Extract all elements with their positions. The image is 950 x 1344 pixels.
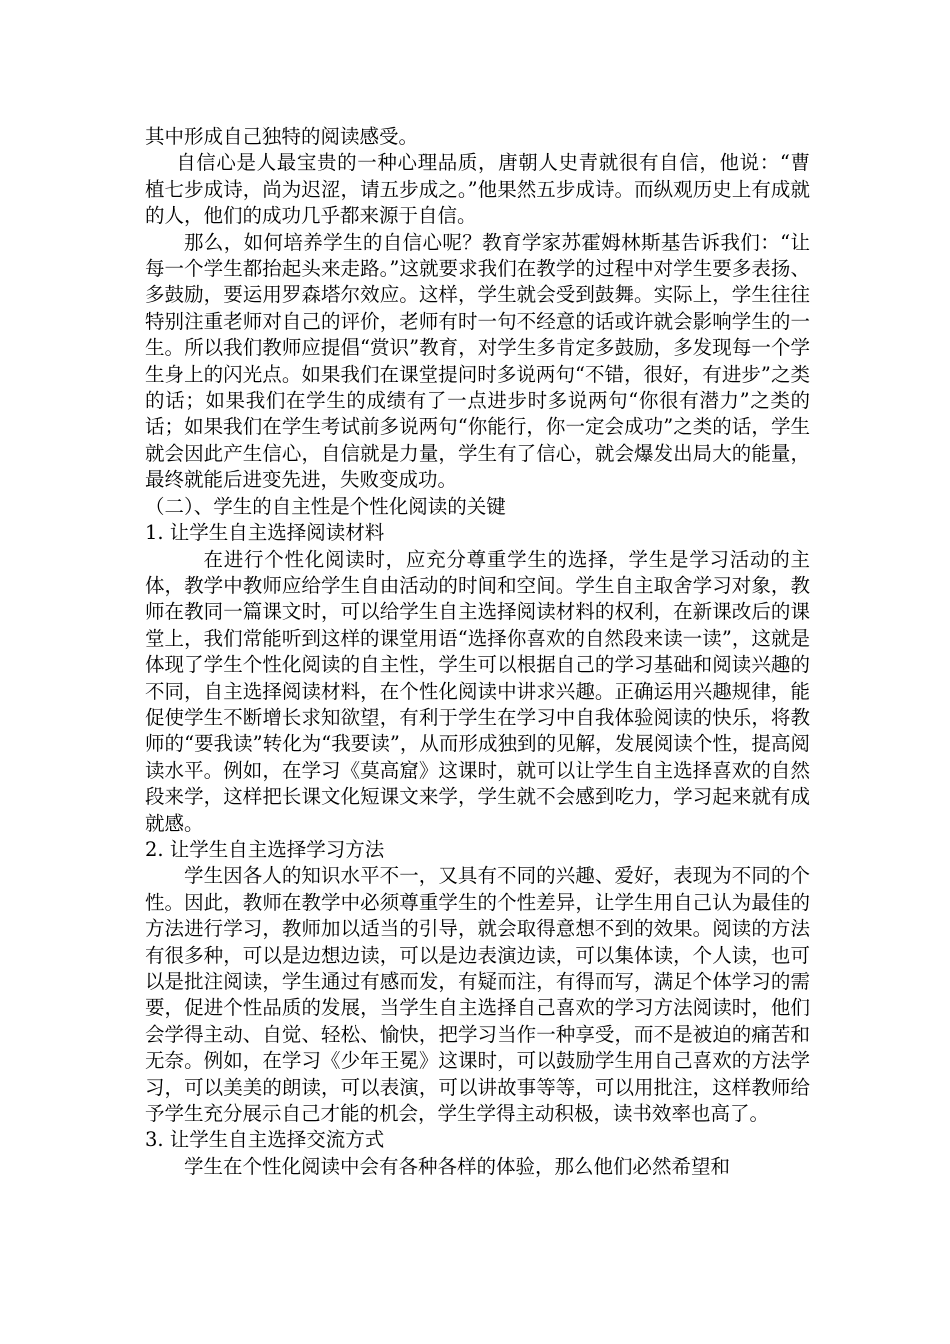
subheading-learning-method: 2. 让学生自主选择学习方法 (145, 837, 385, 861)
paragraph-continuation: 其中形成自己独特的阅读感受。 (145, 125, 419, 148)
paragraph-reading-material: 在进行个性化阅读时，应充分尊重学生的选择，学生是学习活动的主体，教学中教师应给学生自由活动的时间和空间。学生自主取舍学习对象，教师在教同一篇课文时，可以给学生自主选择阅读材料的权利，在新课改后的课堂上，我们常能听到这样的课堂用语“选择你喜欢的自然段来读一读”，这就是体现了学生个性化阅读的自主性，学生可以根据自己的学习基础和阅读兴趣的不同，自主选择阅读材料，在个性化阅读中讲求兴趣。正确运用兴趣规律，能促使学生不断增长求知欲望，有利于学生在学习中自我体验阅读的快乐，将教师的“要我读”转化为“我要读”，从而形成独到的见解，发展阅读个性，提高阅读水平。例如，在学习《莫高窟》这课时，就可以让学生自主选择喜欢的自然段来学，这样把长课文化短课文来学，学生就不会感到吃力，学习起来就有成就感。 (145, 547, 810, 835)
paragraph-cultivate-confidence: 那么，如何培养学生的自信心呢？教育学家苏霍姆林斯基告诉我们：“让每一个学生都抬起头来走路。”这就要求我们在教学的过程中对学生要多表扬、多鼓励，要运用罗森塔尔效应。这样，学生就会受到鼓舞。实际上，学生往往特别注重老师对自己的评价，老师有时一句不经意的话或许就会影响学生的一生。所以我们教师应提倡“赏识”教育，对学生多肯定多鼓励，多发现每一个学生身上的闪光点。如果我们在课堂提问时多说两句“不错，很好，有进步”之类的话；如果我们在学生的成绩有了一点进步时多说两句“你很有潜力”之类的话；如果我们在学生考试前多说两句“你能行，你一定会成功”之类的话，学生就会因此产生信心，自信就是力量，学生有了信心，就会爆发出局大的能量，最终就能后进变先进，失败变成功。 (145, 230, 810, 492)
document-page (145, 124, 810, 1180)
paragraph-confidence: 自信心是人最宝贵的一种心理品质，唐朝人史青就很有自信，他说：“曹植七步成诗，尚为迟涩，请五步成之。”他果然五步成诗。而纵观历史上有成就的人，他们的成功几乎都来源于自信。 (145, 151, 810, 228)
subheading-reading-material: 1. 让学生自主选择阅读材料 (145, 521, 385, 545)
paragraph-communication: 学生在个性化阅读中会有各种各样的体验，那么他们必然希望和 (184, 1154, 731, 1178)
paragraph-learning-method: 学生因各人的知识水平不一，又具有不同的兴趣、爱好，表现为不同的个性。因此，教师在教学中必须尊重学生的个性差异，让学生用自己认为最佳的方法进行学习，教师加以适当的引导，就会取得意想不到的效果。阅读的方法有很多种，可以是边想边读，可以是边表演边读，可以集体读，个人读，也可以是批注阅读，学生通过有感而发，有疑而注，有得而写，满足个体学习的需要，促进个性品质的发展，当学生自主选择自己喜欢的学习方法阅读时，他们会学得主动、自觉、轻松、愉快，把学习当作一种享受，而不是被迫的痛苦和无奈。例如，在学习《少年王冕》这课时，可以鼓励学生用自己喜欢的方法学习，可以美美的朗读，可以表演，可以讲故事等等，可以用批注，这样教师给予学生充分展示自己才能的机会，学生学得主动积极，读书效率也高了。 (145, 864, 810, 1126)
subheading-communication: 3. 让学生自主选择交流方式 (145, 1128, 385, 1152)
section-heading-autonomy: （二）、学生的自主性是个性化阅读的关键 (145, 494, 506, 518)
